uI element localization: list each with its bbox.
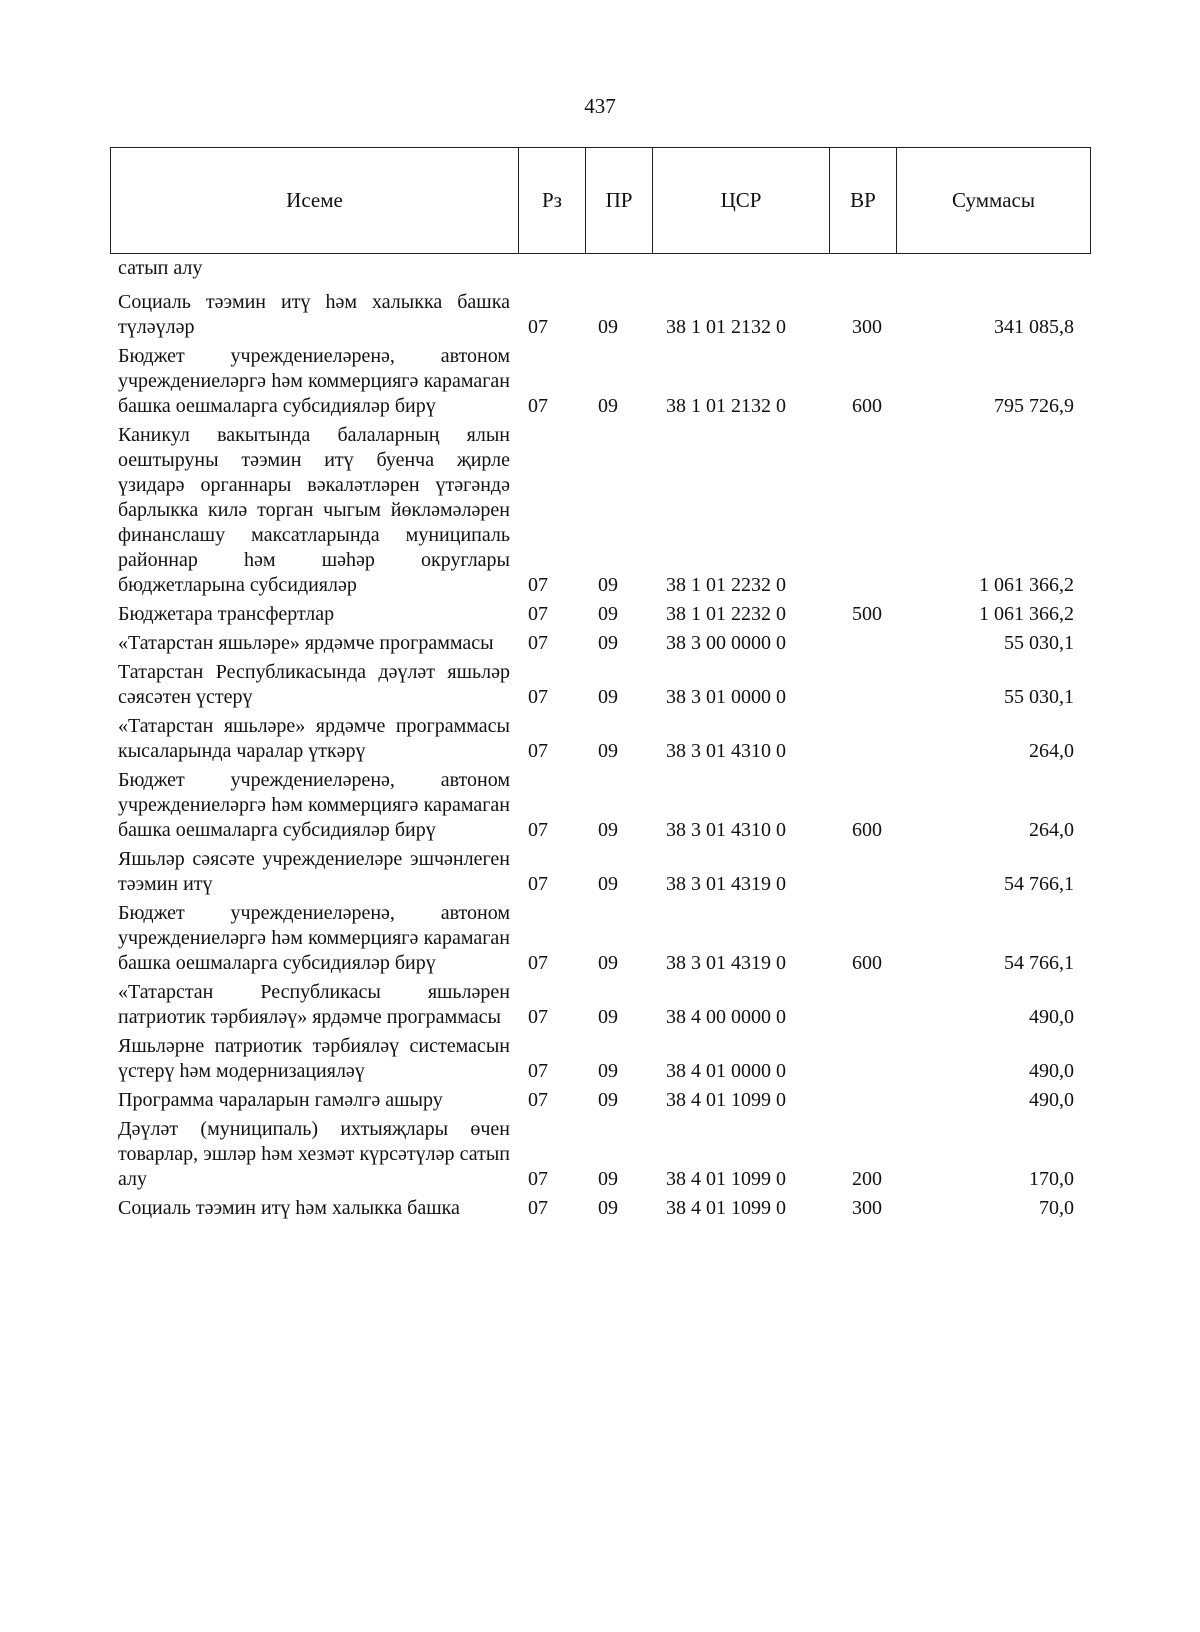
- header-name: Исеме: [111, 148, 519, 254]
- header-rz: Рз: [519, 148, 586, 254]
- row-name: Бюджет учреждениеләренә, автоном учреждениеләргә һәм коммерциягә карамаган башка оешмаларга субсидияләр бирү: [118, 902, 510, 974]
- row-csr: 38 1 01 2132 0: [666, 395, 786, 417]
- table-body: [118, 256, 1078, 1225]
- row-sum: 54 766,1: [1004, 873, 1074, 895]
- row-name: Татарстан Республикасында дәүләт яшьләр сәясәтен үстерү: [118, 661, 510, 708]
- row-name: Программа чараларын гамәлгә ашыру: [118, 1089, 443, 1111]
- table-row: [118, 256, 1078, 281]
- row-rz: 07: [528, 819, 548, 841]
- table-row: [118, 1196, 1078, 1221]
- row-pr: 09: [598, 819, 618, 841]
- row-name: Яшьләрне патриотик тәрбияләү системасын үстерү һәм модернизацияләү: [118, 1035, 510, 1082]
- row-rz: 07: [528, 1006, 548, 1028]
- row-name: Дәүләт (муниципаль) ихтыяҗлары өчен товарлар, эшләр һәм хезмәт күрсәтүләр сатып алу: [118, 1118, 510, 1190]
- row-vr: 500: [852, 603, 882, 625]
- row-pr: 09: [598, 1089, 618, 1111]
- row-pr: 09: [598, 686, 618, 708]
- row-csr: 38 3 01 4319 0: [666, 873, 786, 895]
- row-pr: 09: [598, 632, 618, 654]
- table-row: [118, 423, 1078, 598]
- row-pr: 09: [598, 873, 618, 895]
- row-csr: 38 4 01 0000 0: [666, 1060, 786, 1082]
- row-rz: 07: [528, 686, 548, 708]
- row-rz: 07: [528, 1168, 548, 1190]
- row-sum: 55 030,1: [1004, 632, 1074, 654]
- row-pr: 09: [598, 1006, 618, 1028]
- table-row: [118, 768, 1078, 843]
- row-name: Социаль тәэмин итү һәм халыкка башка түләүләр: [118, 291, 510, 338]
- row-pr: 09: [598, 316, 618, 338]
- row-sum: 490,0: [1029, 1089, 1074, 1111]
- row-name: «Татарстан яшьләре» ярдәмче программасы кысаларында чаралар үткәрү: [118, 715, 510, 762]
- row-pr: 09: [598, 952, 618, 974]
- table-row: [118, 660, 1078, 710]
- row-rz: 07: [528, 632, 548, 654]
- row-rz: 07: [528, 395, 548, 417]
- table-row: [118, 1088, 1078, 1113]
- table-row: [118, 631, 1078, 656]
- row-csr: 38 1 01 2232 0: [666, 603, 786, 625]
- row-sum: 264,0: [1029, 819, 1074, 841]
- row-pr: 09: [598, 740, 618, 762]
- row-rz: 07: [528, 1197, 548, 1219]
- table-row: [118, 901, 1078, 976]
- header-pr: ПР: [586, 148, 653, 254]
- row-rz: 07: [528, 952, 548, 974]
- row-csr: 38 1 01 2232 0: [666, 574, 786, 596]
- row-sum: 1 061 366,2: [979, 574, 1074, 596]
- row-csr: 38 3 01 4310 0: [666, 819, 786, 841]
- row-rz: 07: [528, 873, 548, 895]
- row-pr: 09: [598, 1168, 618, 1190]
- table-row: [118, 1117, 1078, 1192]
- table-row: [118, 602, 1078, 627]
- row-sum: 54 766,1: [1004, 952, 1074, 974]
- table-row: [118, 344, 1078, 419]
- row-csr: 38 4 01 1099 0: [666, 1089, 786, 1111]
- row-csr: 38 3 01 0000 0: [666, 686, 786, 708]
- row-vr: 300: [852, 316, 882, 338]
- row-vr: 600: [852, 952, 882, 974]
- row-sum: 1 061 366,2: [979, 603, 1074, 625]
- row-rz: 07: [528, 740, 548, 762]
- row-sum: 170,0: [1029, 1168, 1074, 1190]
- row-name: «Татарстан Республикасы яшьләрен патриотик тәрбияләү» ярдәмче программасы: [118, 981, 510, 1028]
- row-vr: 200: [852, 1168, 882, 1190]
- row-pr: 09: [598, 1197, 618, 1219]
- table-row: [118, 847, 1078, 897]
- row-name: Бюджет учреждениеләренә, автоном учреждениеләргә һәм коммерциягә карамаган башка оешмаларга субсидияләр бирү: [118, 345, 510, 417]
- row-rz: 07: [528, 574, 548, 596]
- row-name: Яшьләр сәясәте учреждениеләре эшчәнлеген тәэмин итү: [118, 848, 510, 895]
- row-name: Бюджетара трансфертлар: [118, 603, 335, 625]
- row-rz: 07: [528, 603, 548, 625]
- row-sum: 341 085,8: [994, 316, 1074, 338]
- row-pr: 09: [598, 1060, 618, 1082]
- row-csr: 38 4 01 1099 0: [666, 1197, 786, 1219]
- row-sum: 795 726,9: [994, 395, 1074, 417]
- row-pr: 09: [598, 574, 618, 596]
- table-row: [118, 980, 1078, 1030]
- row-rz: 07: [528, 1089, 548, 1111]
- row-csr: 38 4 00 0000 0: [666, 1006, 786, 1028]
- row-rz: 07: [528, 1060, 548, 1082]
- table-row: [118, 714, 1078, 764]
- row-rz: 07: [528, 316, 548, 338]
- row-sum: 264,0: [1029, 740, 1074, 762]
- row-name: Бюджет учреждениеләренә, автоном учреждениеләргә һәм коммерциягә карамаган башка оешмаларга субсидияләр бирү: [118, 769, 510, 841]
- table-header: [110, 147, 1091, 254]
- row-name: «Татарстан яшьләре» ярдәмче программасы: [118, 632, 494, 654]
- page-number: 437: [584, 94, 616, 118]
- header-csr: ЦСР: [653, 148, 830, 254]
- row-vr: 600: [852, 819, 882, 841]
- row-pr: 09: [598, 603, 618, 625]
- row-csr: 38 1 01 2132 0: [666, 316, 786, 338]
- row-sum: 70,0: [1039, 1197, 1074, 1219]
- header-vr: ВР: [830, 148, 897, 254]
- row-sum: 490,0: [1029, 1006, 1074, 1028]
- row-name: Каникул вакытында балаларның ялын оештыруны тәэмин итү буенча җирле үзидарә органнары вәкаләтләрен үтәгәндә барлыкка килә торган чыгым йөкләмәләрен финанслашу максатларында муниципаль районнар һәм шәһәр округлары бюджетларына субсидияләр: [118, 424, 510, 596]
- row-name: Социаль тәэмин итү һәм халыкка башка: [118, 1197, 460, 1219]
- table-row: [118, 1034, 1078, 1084]
- row-name: сатып алу: [118, 257, 203, 279]
- row-vr: 600: [852, 395, 882, 417]
- table-row: [118, 290, 1078, 340]
- header-sum: Суммасы: [897, 148, 1091, 254]
- row-vr: 300: [852, 1197, 882, 1219]
- row-csr: 38 4 01 1099 0: [666, 1168, 786, 1190]
- row-pr: 09: [598, 395, 618, 417]
- row-csr: 38 3 00 0000 0: [666, 632, 786, 654]
- row-sum: 490,0: [1029, 1060, 1074, 1082]
- row-csr: 38 3 01 4310 0: [666, 740, 786, 762]
- row-csr: 38 3 01 4319 0: [666, 952, 786, 974]
- row-sum: 55 030,1: [1004, 686, 1074, 708]
